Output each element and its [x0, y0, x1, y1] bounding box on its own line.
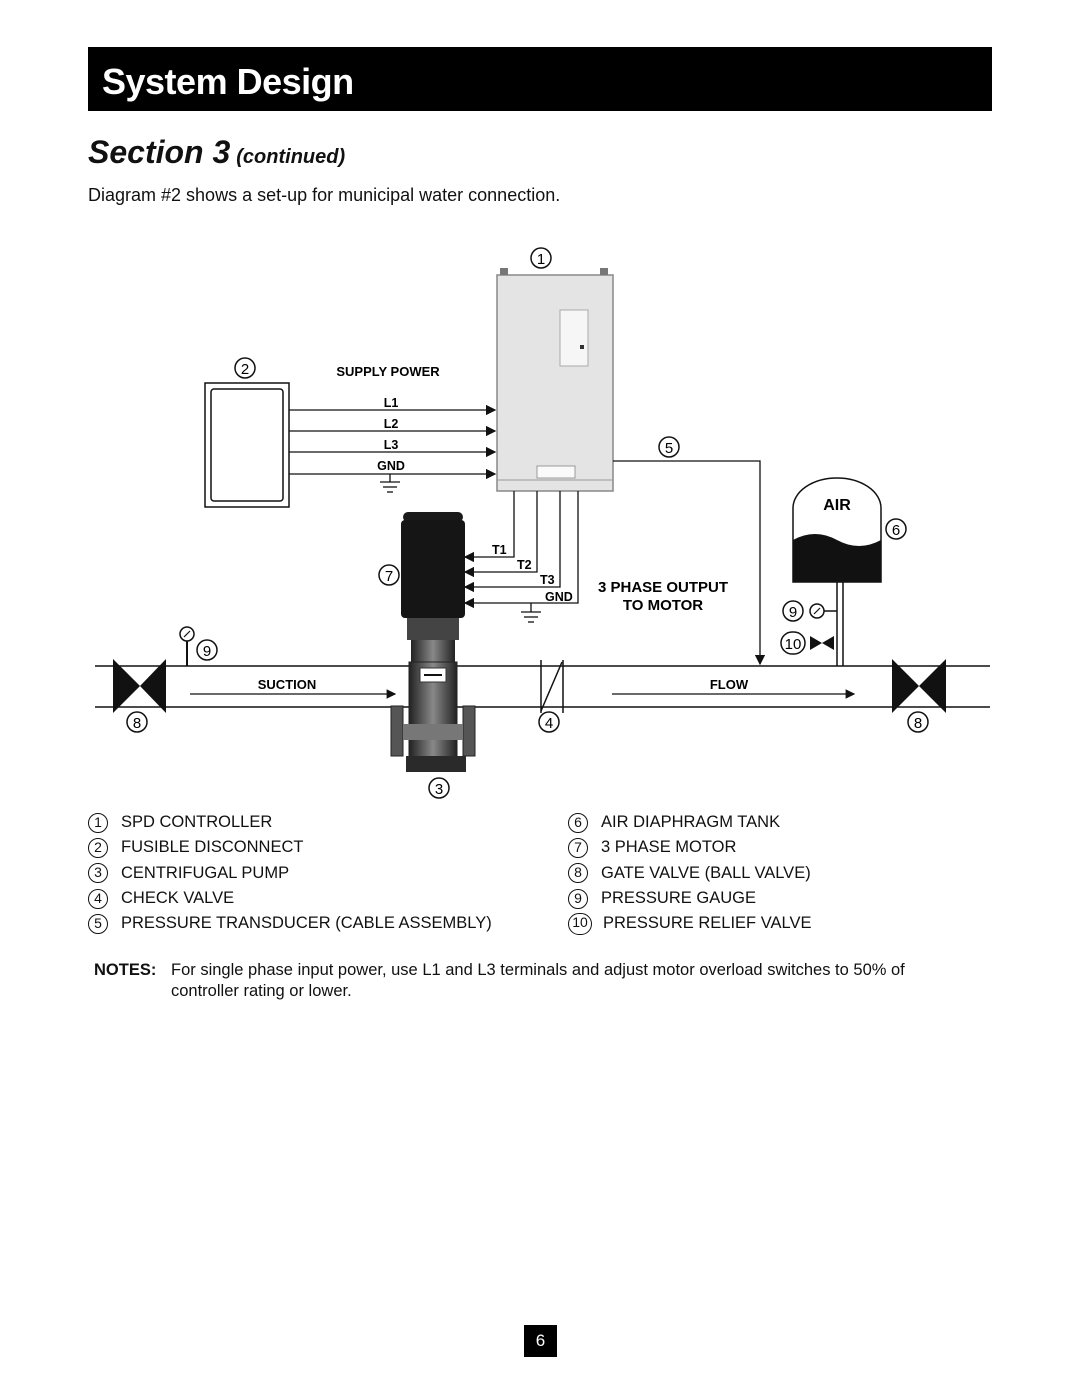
callout-3: [429, 778, 449, 798]
svg-text:5: 5: [664, 440, 674, 457]
svg-text:10: 10: [784, 636, 802, 653]
flow-label: FLOW: [709, 677, 749, 692]
motor-line-t3: T3: [540, 573, 555, 587]
notes-text: For single phase input power, use L1 and L3 terminals and adjust motor overload switches to 50% of controller rating or lower.: [171, 961, 905, 1000]
legend-label: SPD CONTROLLER: [121, 813, 273, 832]
motor-line-t1: T1: [492, 543, 507, 557]
centrifugal-pump: [391, 512, 475, 772]
svg-text:9: 9: [788, 604, 798, 621]
svg-text:8: 8: [132, 715, 142, 732]
pressure-gauge-right: [810, 604, 837, 618]
line-label-l1: L1: [383, 396, 399, 410]
legend-label: PRESSURE TRANSDUCER (CABLE ASSEMBLY): [121, 914, 492, 933]
callout-9-right: [783, 601, 803, 621]
pressure-relief-valve: [810, 636, 834, 650]
legend-num: 10: [568, 913, 592, 935]
notes: [94, 960, 944, 1002]
spd-controller: [497, 268, 613, 491]
supply-power-label: SUPPLY POWER: [336, 364, 440, 379]
fusible-disconnect: [205, 383, 289, 507]
callout-4: [539, 712, 559, 732]
air-label: AIR: [823, 497, 851, 514]
legend-num: 8: [568, 863, 588, 883]
phase-output-label-1: 3 PHASE OUTPUT: [597, 579, 729, 596]
legend-num: 9: [568, 889, 588, 909]
callout-2: [235, 358, 255, 378]
legend-label: CHECK VALVE: [121, 889, 235, 908]
legend-right: [568, 810, 811, 936]
line-label-gnd: GND: [377, 459, 405, 473]
callout-6: [886, 519, 906, 539]
legend-item: [88, 886, 492, 911]
legend-num: 1: [88, 813, 108, 833]
callout-5: [659, 437, 679, 457]
transducer-cable: [613, 461, 760, 664]
legend-label: GATE VALVE (BALL VALVE): [601, 863, 811, 882]
callout-10: [781, 632, 805, 654]
legend-item: [568, 861, 811, 886]
page-header-title: System Design: [102, 61, 354, 102]
pressure-gauge-left: [180, 627, 194, 666]
legend-label: AIR DIAPHRAGM TANK: [601, 813, 781, 832]
legend-num: 7: [568, 838, 588, 858]
motor-line-gnd: GND: [545, 590, 573, 604]
legend-item: [88, 861, 492, 886]
legend-left: [88, 810, 492, 936]
section-title: Section 3: [88, 134, 231, 170]
suction-label: SUCTION: [257, 677, 317, 692]
legend-item: [568, 886, 811, 911]
section-continued: (continued): [236, 146, 346, 168]
intro-text: Diagram #2 shows a set-up for municipal water connection.: [88, 185, 561, 205]
legend-label: PRESSURE GAUGE: [601, 889, 756, 908]
gate-valve-left: [113, 659, 166, 713]
svg-text:7: 7: [384, 568, 394, 585]
svg-text:6: 6: [891, 522, 901, 539]
legend-label: CENTRIFUGAL PUMP: [121, 863, 290, 882]
motor-line-t2: T2: [517, 558, 532, 572]
callout-1: [531, 248, 551, 268]
legend-item: [88, 911, 492, 936]
legend-item: [88, 810, 492, 835]
legend-num: 3: [88, 863, 108, 883]
phase-output-label-2: TO MOTOR: [622, 597, 704, 614]
legend-item: [88, 835, 492, 860]
notes-label: NOTES:: [94, 961, 157, 979]
legend-num: 4: [88, 889, 108, 909]
callout-8-right: [908, 712, 928, 732]
legend-label: PRESSURE RELIEF VALVE: [603, 914, 812, 933]
legend-item: [568, 835, 811, 860]
callout-7: [379, 565, 399, 585]
svg-text:3: 3: [434, 781, 444, 798]
svg-text:8: 8: [913, 715, 923, 732]
line-label-l2: L2: [383, 417, 399, 431]
legend-label: 3 PHASE MOTOR: [601, 838, 737, 857]
svg-text:1: 1: [536, 251, 546, 268]
callout-8-left: [127, 712, 147, 732]
gate-valve-right: [892, 659, 946, 713]
legend-item: [568, 911, 811, 936]
legend-label: FUSIBLE DISCONNECT: [121, 838, 304, 857]
line-label-l3: L3: [383, 438, 399, 452]
page-number: 6: [524, 1325, 557, 1357]
legend-num: 6: [568, 813, 588, 833]
svg-text:2: 2: [240, 361, 250, 378]
svg-text:9: 9: [202, 643, 212, 660]
legend-num: 5: [88, 914, 108, 934]
callout-9-left: [197, 640, 217, 660]
legend-num: 2: [88, 838, 108, 858]
legend-item: [568, 810, 811, 835]
pipe: [95, 666, 990, 707]
check-valve: [541, 660, 563, 713]
svg-text:4: 4: [544, 715, 554, 732]
